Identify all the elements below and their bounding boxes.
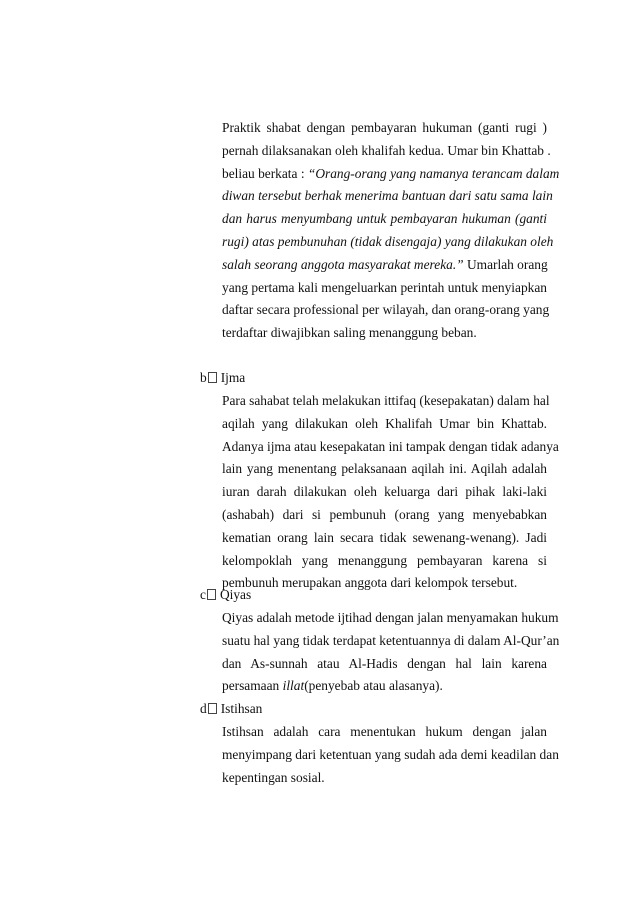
text-run: iuran darah dilakukan oleh keluarga dari pihak laki-laki xyxy=(222,484,547,500)
text-line xyxy=(222,607,559,630)
heading-title: Ijma xyxy=(220,370,246,385)
text-line xyxy=(222,550,547,573)
text-run: kelompoklah yang menanggung pembayaran karena si xyxy=(222,552,547,568)
paragraph-umar-practice xyxy=(222,117,560,345)
text-run: Umarlah orang xyxy=(463,256,548,272)
italic-text: dan harus menyumbang untuk pembayaran hukuman (ganti xyxy=(222,211,547,227)
text-run: Praktik shabat dengan pembayaran hukuman (ganti rugi ) xyxy=(222,120,547,135)
text-line xyxy=(222,527,547,550)
text-line xyxy=(222,185,553,208)
text-run: Istihsan adalah cara menentukan hukum dengan jalan xyxy=(222,724,547,739)
italic-text: salah seorang anggota masyarakat mereka.” xyxy=(222,256,464,272)
missing-glyph-icon xyxy=(207,589,216,600)
list-letter: b xyxy=(200,370,207,385)
text-line xyxy=(222,436,559,459)
text-line xyxy=(222,572,547,595)
text-line xyxy=(222,163,560,186)
text-line xyxy=(222,390,550,413)
text-run: pernah dilaksanakan oleh khalifah kedua. Umar bin Khattab . xyxy=(222,142,551,158)
text-run: Para sahabat telah melakukan ittifaq (kesepakatan) dalam hal xyxy=(222,393,550,408)
italic-text: rugi) atas pembunuhan (tidak disengaja) yang dilakukan oleh xyxy=(222,233,554,249)
heading-ijma xyxy=(200,367,245,390)
text-line xyxy=(222,277,547,300)
text-run: pembunuh merupakan anggota dari kelompok tersebut. xyxy=(222,575,518,591)
text-line xyxy=(222,744,559,767)
text-run: persamaan xyxy=(222,678,283,694)
text-run: (penyebab atau alasanya). xyxy=(304,678,443,694)
text-line xyxy=(222,675,547,698)
text-run: aqilah yang dilakukan oleh Khalifah Umar bin Khattab. xyxy=(222,415,547,431)
text-run: Qiyas adalah metode ijtihad dengan jalan menyamakan hukum xyxy=(222,610,559,625)
text-run: lain yang menentang pelaksanaan aqilah ini. Aqilah adalah xyxy=(222,461,547,477)
text-run: kepentingan sosial. xyxy=(222,769,325,785)
text-run: dan As-sunnah atau Al-Hadis dengan hal lain karena xyxy=(222,655,547,671)
italic-text: illat xyxy=(282,678,305,694)
text-run: yang pertama kali mengeluarkan perintah untuk menyiapkan xyxy=(222,279,547,295)
list-letter: d xyxy=(200,701,207,716)
text-line xyxy=(222,208,547,231)
heading-title: Qiyas xyxy=(219,587,252,602)
heading-istihsan xyxy=(200,698,262,721)
text-line xyxy=(222,767,547,790)
text-run: beliau berkata : xyxy=(222,165,308,181)
text-run: kematian orang lain secara tidak sewenang-wenang). Jadi xyxy=(222,529,547,545)
paragraph-istihsan xyxy=(222,721,559,789)
text-run: (ashabah) dari si pembunuh (orang yang menyebabkan xyxy=(222,506,547,522)
heading-title: Istihsan xyxy=(220,701,263,716)
paragraph-qiyas xyxy=(222,607,560,698)
text-run: terdaftar diwajibkan saling menanggung beban. xyxy=(222,325,477,341)
text-line xyxy=(222,140,551,163)
text-line xyxy=(222,630,560,653)
text-run: daftar secara professional per wilayah, dan orang-orang yang xyxy=(222,302,550,318)
text-run: Adanya ijma atau kesepakatan ini tampak dengan tidak adanya xyxy=(222,438,559,454)
text-line xyxy=(222,458,547,481)
italic-text: diwan tersebut berhak menerima bantuan dari satu sama lain xyxy=(222,188,553,204)
text-line xyxy=(222,299,550,322)
text-run: suatu hal yang tidak terdapat ketentuannya di dalam Al-Qur’an xyxy=(222,632,560,648)
text-line xyxy=(222,721,547,744)
heading-qiyas xyxy=(200,584,251,607)
paragraph-ijma xyxy=(222,390,559,595)
text-line xyxy=(222,231,554,254)
text-line xyxy=(222,322,547,345)
text-line xyxy=(222,254,547,277)
text-line xyxy=(222,117,547,140)
text-run: menyimpang dari ketentuan yang sudah ada demi keadilan dan xyxy=(222,746,559,762)
text-line xyxy=(222,413,547,436)
text-line xyxy=(222,481,547,504)
missing-glyph-icon xyxy=(208,372,217,383)
missing-glyph-icon xyxy=(208,703,217,714)
list-letter: c xyxy=(200,587,206,602)
text-line xyxy=(222,653,547,676)
text-line xyxy=(222,504,547,527)
italic-text: “Orang-orang yang namanya terancam dalam xyxy=(307,165,560,181)
